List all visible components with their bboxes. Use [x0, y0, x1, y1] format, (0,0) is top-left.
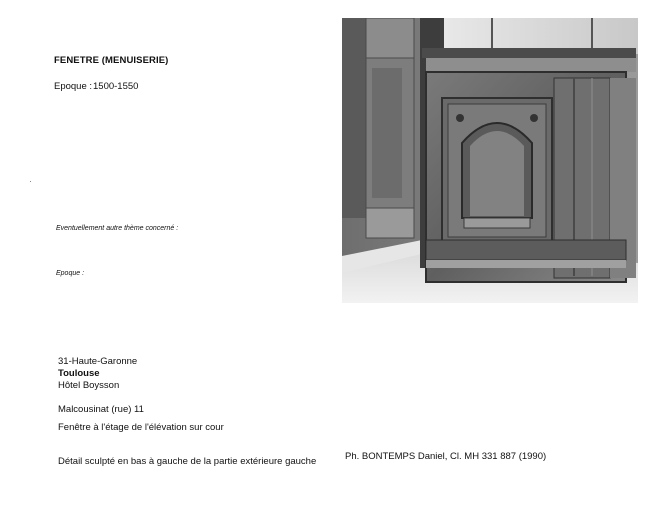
speck: [30, 181, 31, 182]
other-theme-label: Eventuellement autre thème concerné :: [56, 225, 179, 232]
element-location: Fenêtre à l'étage de l'élévation sur cour: [58, 422, 224, 433]
city: Toulouse: [58, 368, 100, 379]
building-name: Hôtel Boysson: [58, 380, 120, 391]
window-photograph: [342, 18, 638, 303]
secondary-epoque-label: Epoque :: [56, 270, 85, 277]
epoque-label: Epoque :: [54, 81, 93, 92]
street-address: Malcousinat (rue) 11: [58, 404, 144, 415]
photo-credit: Ph. BONTEMPS Daniel, Cl. MH 331 887 (1990): [345, 451, 547, 462]
detail-caption: Détail sculpté en bas à gauche de la partie extérieure gauche: [58, 456, 317, 467]
department: 31-Haute-Garonne: [58, 356, 138, 367]
record-title: FENETRE (MENUISERIE): [54, 55, 169, 66]
epoque-value: 1500-1550: [93, 81, 139, 92]
